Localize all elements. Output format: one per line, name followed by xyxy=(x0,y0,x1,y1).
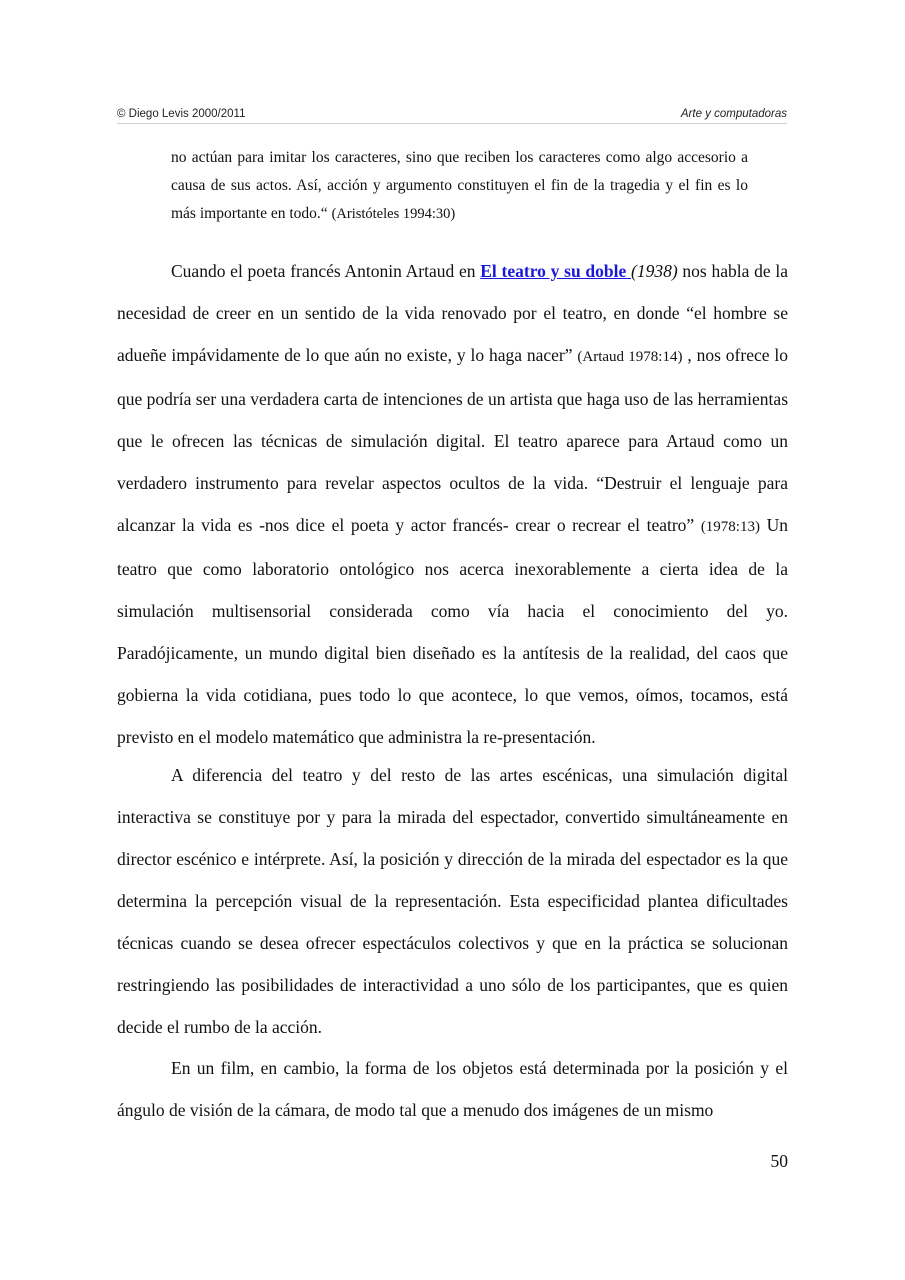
paragraph1-year: (1938) xyxy=(631,261,678,281)
quote-text: no actúan para imitar los caracteres, sino que reciben los caracteres como algo accesorio a causa de sus actos. Así, acción y argumento constituyen el fin de la tragedia y el fin es lo más importante en todo.“ xyxy=(171,149,748,222)
page-header xyxy=(117,107,787,124)
paragraph1-citation-1: (Artaud 1978:14) xyxy=(577,349,683,365)
paragraph2-text: A diferencia del teatro y del resto de las artes escénicas, una simulación digital interactiva se constituye por y para la mirada del espectador, convertido simultáneamente en director escénico e intérprete. Así, la posición y dirección de la mirada del espectador es la que determina la percepción visual de la representación. Esta especificidad plantea dificultades técnicas cuando se desea ofrecer espectáculos colectivos y que en la práctica se solucionan restringiendo las posibilidades de interactividad a uno sólo de los participantes, que es quien decide el rumbo de la acción. xyxy=(117,765,788,1037)
paragraph-artaud xyxy=(117,250,788,758)
header-title: Arte y computadoras xyxy=(680,108,787,120)
paragraph1-text-a: Cuando el poeta francés Antonin Artaud en xyxy=(171,261,481,281)
paragraph1-citation-2: (1978:13) xyxy=(700,519,760,535)
header-author: © Diego Levis 2000/2011 xyxy=(117,108,246,120)
paragraph-interactive-simulation xyxy=(117,754,788,1048)
paragraph1-text-c: , nos ofrece lo que podría ser una verdadera carta de intenciones de un artista que haga uso de las herramientas que le ofrecen las técnicas de simulación digital. El teatro aparece para Artaud como un verdadero instrumento para revelar aspectos ocultos de la vida. “Destruir el lenguaje para alcanzar la vida es -nos dice el poeta y actor francés- crear o recrear el teatro” xyxy=(117,345,788,535)
paragraph-film xyxy=(117,1047,788,1131)
paragraph1-text-b: nos habla de la necesidad de creer en un sentido de la vida renovado por el teatro, en donde “el hombre se adueñe impávidamente de lo que aún no existe, y lo haga nacer” xyxy=(117,261,789,365)
paragraph1-text-d: Un teatro que como laboratorio ontológico nos acerca inexorablemente a cierta idea de la simulación multisensorial considerada como vía hacia el conocimiento del yo. Paradójicamente, un mundo digital bien diseñado es la antítesis de la realidad, del caos que gobierna la vida cotidiana, pues todo lo que acontece, lo que vemos, oímos, tocamos, está previsto en el modelo matemático que administra la re-presentación. xyxy=(117,515,788,747)
quote-citation: (Aristóteles 1994:30) xyxy=(331,206,456,222)
book-link[interactable]: El teatro y su doble xyxy=(480,261,632,281)
page-number: 50 xyxy=(770,1151,788,1171)
block-quote xyxy=(171,144,748,228)
paragraph3-text: En un film, en cambio, la forma de los objetos está determinada por la posición y el ángulo de visión de la cámara, de modo tal que a menudo dos imágenes de un mismo xyxy=(117,1058,788,1120)
